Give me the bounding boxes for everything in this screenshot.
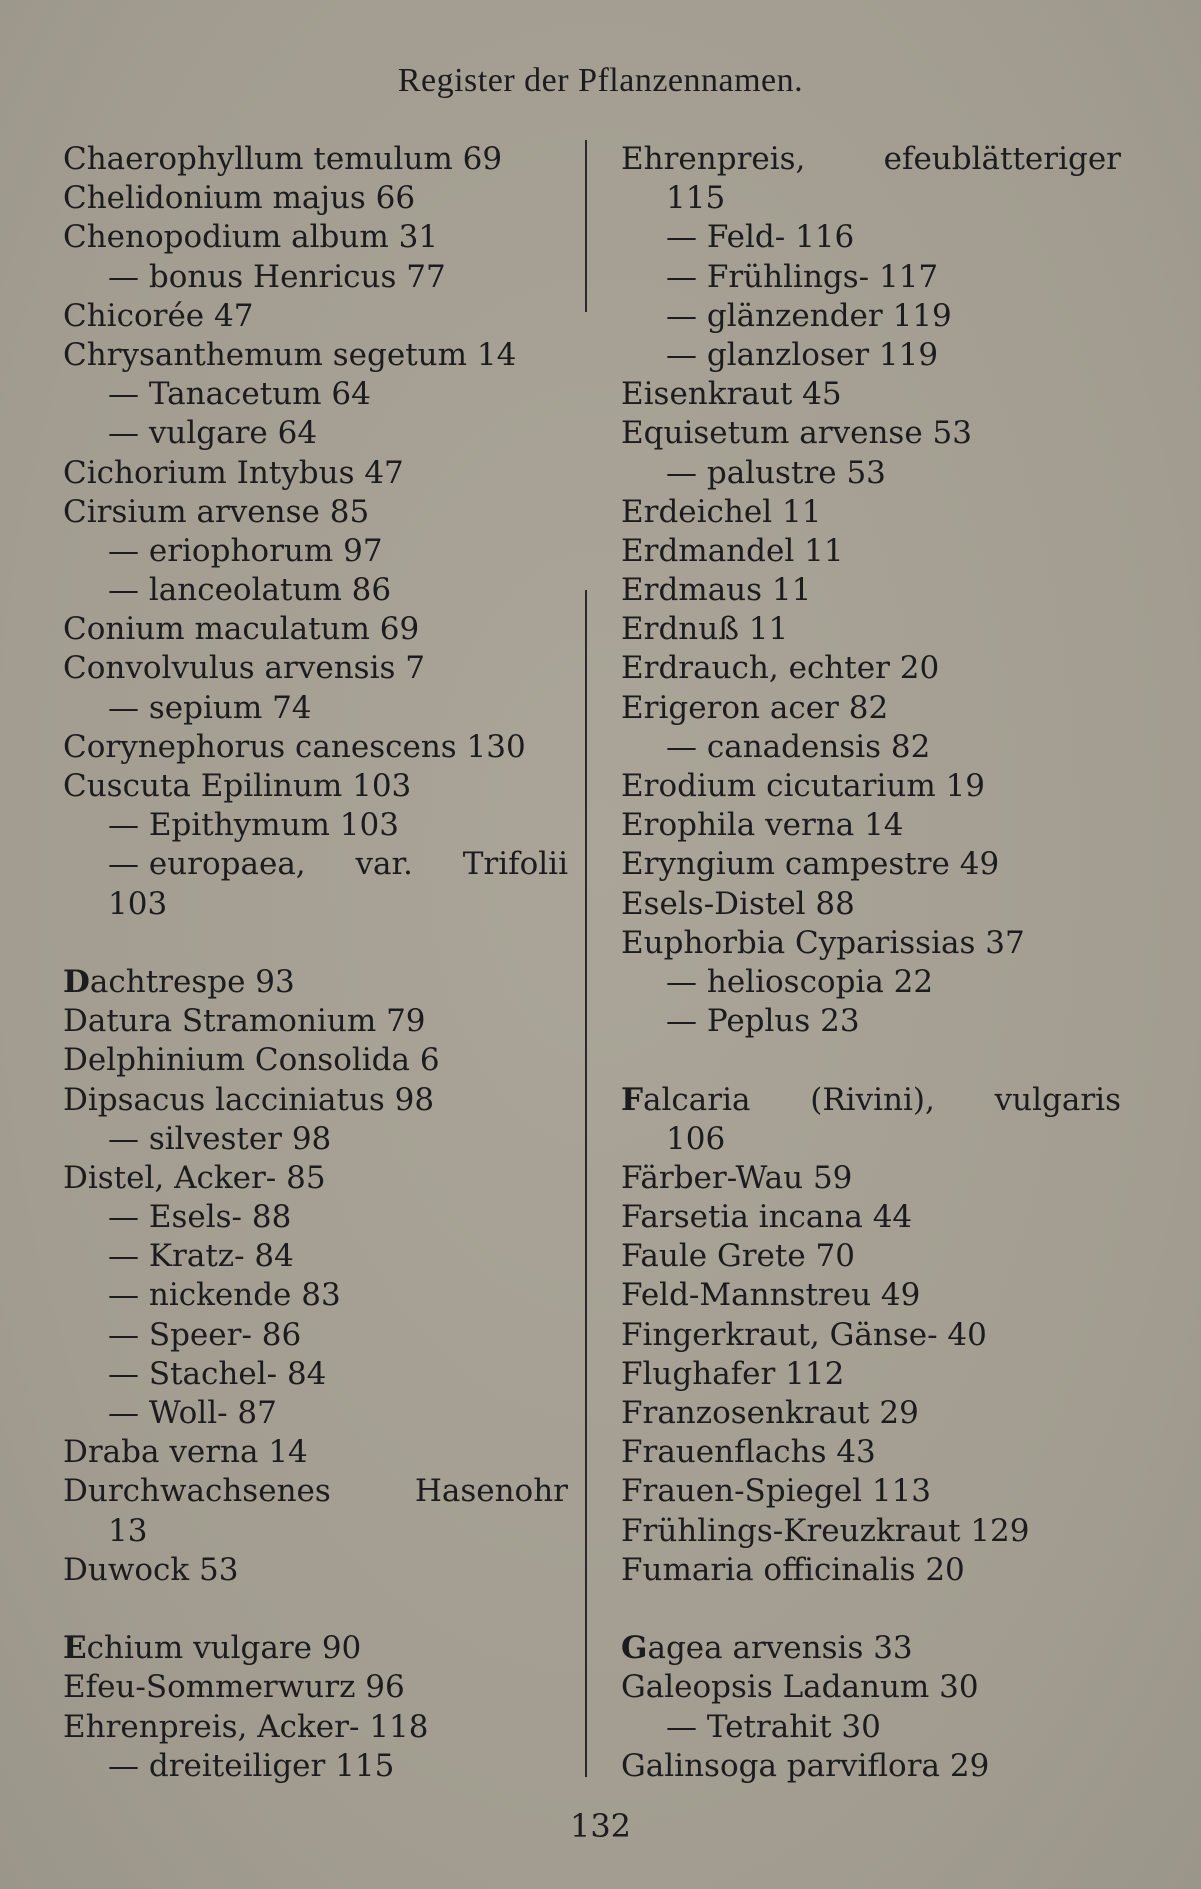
index-entry: Frauenflachs 43 bbox=[621, 1434, 876, 1471]
index-entry: Franzosenkraut 29 bbox=[621, 1395, 919, 1431]
index-entry: — Speer- 86 bbox=[108, 1316, 302, 1353]
index-entry: — vulgare 64 bbox=[108, 415, 318, 452]
index-entry: — palustre 53 bbox=[666, 454, 886, 491]
index-entry: Feld-Mannstreu 49 bbox=[621, 1277, 921, 1314]
column-divider bbox=[585, 590, 587, 1777]
index-entry: Erdmaus 11 bbox=[621, 572, 812, 609]
section-initial: E bbox=[63, 1630, 87, 1667]
index-entry-part: Trifolii bbox=[462, 846, 568, 883]
index-entry: Galeopsis Ladanum 30 bbox=[621, 1669, 979, 1706]
index-entry: — Epithymum 103 bbox=[108, 807, 399, 844]
index-entry: Erdmandel 11 bbox=[621, 532, 844, 569]
index-entry: Dipsacus lacciniatus 98 bbox=[63, 1081, 435, 1118]
index-entry-part: efeublätteriger bbox=[883, 141, 1121, 177]
index-entry-text: alcaria bbox=[643, 1081, 751, 1118]
index-entry: Erdrauch, echter 20 bbox=[621, 650, 940, 687]
index-entry-part: var. bbox=[355, 846, 413, 883]
index-entry: 103 bbox=[108, 885, 168, 922]
index-entry: Ehrenpreis, Acker- 118 bbox=[63, 1708, 429, 1745]
index-entry bbox=[63, 1472, 568, 1511]
index-entry-text: achtrespe 93 bbox=[89, 963, 295, 1000]
index-entry: Delphinium Consolida 6 bbox=[63, 1042, 440, 1079]
index-entry: 13 bbox=[108, 1512, 148, 1549]
index-entry: Chaerophyllum temulum 69 bbox=[63, 141, 503, 177]
section-gap bbox=[621, 1590, 1121, 1629]
index-entry: Conium maculatum 69 bbox=[63, 611, 420, 648]
index-entry-part: — europaea, bbox=[108, 846, 306, 883]
index-entry: Equisetum arvense 53 bbox=[621, 415, 972, 452]
index-entry bbox=[63, 845, 568, 884]
index-column-right bbox=[621, 140, 1121, 1786]
index-entry-part bbox=[621, 1081, 750, 1120]
index-entry bbox=[621, 1629, 1121, 1668]
index-entry: Cichorium Intybus 47 bbox=[63, 454, 404, 491]
index-entry bbox=[621, 140, 1121, 179]
index-entry: — bonus Henricus 77 bbox=[108, 258, 446, 295]
index-entry: Farsetia incana 44 bbox=[621, 1199, 913, 1236]
index-entry: Chenopodium album 31 bbox=[63, 219, 439, 256]
index-entry: Esels-Distel 88 bbox=[621, 885, 855, 922]
index-entry: Flughafer 112 bbox=[621, 1355, 845, 1392]
index-entry-part: vulgaris bbox=[994, 1081, 1121, 1118]
page-number: 132 bbox=[569, 1807, 632, 1845]
index-entry: Erigeron acer 82 bbox=[621, 689, 889, 726]
index-entry: Fingerkraut, Gänse- 40 bbox=[621, 1316, 987, 1353]
index-entry-part: (Rivini), bbox=[810, 1081, 935, 1118]
index-entry: Convolvulus arvensis 7 bbox=[63, 650, 425, 687]
column-divider bbox=[585, 140, 587, 312]
index-entry: — Tetrahit 30 bbox=[666, 1708, 881, 1745]
section-gap bbox=[621, 1041, 1121, 1080]
index-entry: — lanceolatum 86 bbox=[108, 572, 392, 609]
index-entry: — eriophorum 97 bbox=[108, 532, 383, 569]
index-entry-part: Durchwachsenes bbox=[63, 1473, 331, 1510]
index-entry: Duwock 53 bbox=[63, 1551, 239, 1588]
index-entry: — helioscopia 22 bbox=[666, 963, 934, 1000]
index-entry: Efeu-Sommerwurz 96 bbox=[63, 1669, 405, 1706]
index-entry: Distel, Acker- 85 bbox=[63, 1159, 326, 1196]
index-entry: — dreiteiliger 115 bbox=[108, 1747, 395, 1784]
index-entry: Galinsoga parviflora 29 bbox=[621, 1747, 990, 1784]
index-entry: — glanzloser 119 bbox=[666, 336, 939, 373]
index-entry: — Feld- 116 bbox=[666, 219, 855, 256]
index-entry: Erodium cicutarium 19 bbox=[621, 768, 986, 804]
index-entry: Erophila verna 14 bbox=[621, 807, 904, 844]
index-entry: — silvester 98 bbox=[108, 1120, 332, 1157]
index-entry: Chicorée 47 bbox=[63, 297, 254, 334]
index-entry: — sepium 74 bbox=[108, 689, 312, 726]
index-entry: Fumaria officinalis 20 bbox=[621, 1551, 965, 1588]
index-entry: Draba verna 14 bbox=[63, 1434, 308, 1471]
index-entry: Erdnuß 11 bbox=[621, 611, 789, 648]
index-entry-text: agea arvensis 33 bbox=[647, 1630, 913, 1667]
index-entry: — Peplus 23 bbox=[666, 1003, 860, 1040]
index-entry: Corynephorus canescens 130 bbox=[63, 728, 526, 765]
index-entry: Cirsium arvense 85 bbox=[63, 493, 370, 530]
index-entry: Cuscuta Epilinum 103 bbox=[63, 768, 412, 804]
index-entry: — Stachel- 84 bbox=[108, 1355, 327, 1392]
index-entry: Erdeichel 11 bbox=[621, 493, 822, 530]
index-entry: Frühlings-Kreuzkraut 129 bbox=[621, 1512, 1030, 1549]
index-entry: Eryngium campestre 49 bbox=[621, 846, 1000, 883]
section-initial: F bbox=[621, 1081, 644, 1118]
index-entry: — Woll- 87 bbox=[108, 1395, 277, 1431]
index-entry: Euphorbia Cyparissias 37 bbox=[621, 924, 1025, 961]
index-entry bbox=[63, 963, 568, 1002]
index-entry-text: chium vulgare 90 bbox=[86, 1630, 362, 1667]
index-entry-part: Ehrenpreis, bbox=[621, 141, 806, 177]
index-entry: Chelidonium majus 66 bbox=[63, 180, 416, 217]
section-gap bbox=[63, 1590, 568, 1629]
index-entry: — Kratz- 84 bbox=[108, 1238, 294, 1275]
index-entry: Faule Grete 70 bbox=[621, 1238, 855, 1275]
index-entry: Färber-Wau 59 bbox=[621, 1159, 853, 1196]
index-entry bbox=[63, 1629, 568, 1668]
section-initial: D bbox=[63, 963, 90, 1000]
index-entry: 106 bbox=[666, 1120, 726, 1157]
section-initial: G bbox=[621, 1630, 648, 1667]
index-entry: Frauen-Spiegel 113 bbox=[621, 1473, 932, 1510]
index-entry: — Tanacetum 64 bbox=[108, 376, 371, 413]
index-entry: Chrysanthemum segetum 14 bbox=[63, 336, 517, 373]
index-entry-part: Hasenohr bbox=[414, 1473, 568, 1510]
index-entry: — Frühlings- 117 bbox=[666, 258, 939, 295]
index-entry: Datura Stramonium 79 bbox=[63, 1003, 426, 1040]
index-entry: — glänzender 119 bbox=[666, 297, 952, 334]
index-entry bbox=[621, 1081, 1121, 1120]
page-title: Register der Pflanzennamen. bbox=[397, 62, 804, 99]
section-gap bbox=[63, 924, 568, 963]
index-entry: 115 bbox=[666, 180, 726, 217]
index-entry: — nickende 83 bbox=[108, 1277, 341, 1314]
index-entry: — Esels- 88 bbox=[108, 1199, 292, 1236]
index-entry: Eisenkraut 45 bbox=[621, 376, 842, 413]
index-entry: — canadensis 82 bbox=[666, 728, 931, 765]
index-column-left bbox=[63, 140, 568, 1786]
